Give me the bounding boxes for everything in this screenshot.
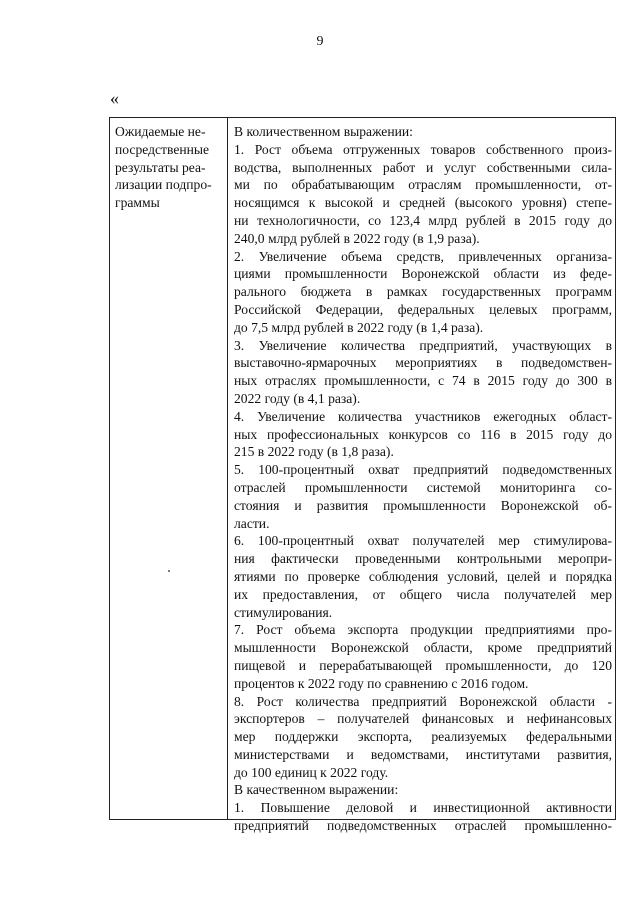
content-line: 2022 году (в 4,1 раза).	[234, 390, 361, 406]
content-line: выставочно-ярмарочных мероприятиях в подведомствен-	[234, 355, 612, 371]
scan-speck	[168, 570, 170, 572]
content-line: Российской Федерации, федеральных целевых программ,	[234, 301, 612, 317]
content-line: ласти.	[234, 515, 270, 531]
content-line: экспортеров – получателей финансовых и нефинансовых	[234, 711, 612, 727]
content-line: 1. Повышение деловой и инвестиционной активности	[234, 800, 612, 816]
content-line: носящимся к высокой и средней (высокого уровня) степе-	[234, 195, 612, 211]
content-line: ми по обрабатывающим отраслям промышленности, от-	[234, 177, 612, 193]
opening-quote-mark: «	[110, 88, 119, 108]
content-line: 3. Увеличение количества предприятий, участвующих в	[234, 337, 612, 353]
content-line: стояния и развития промышленности Воронежской об-	[234, 497, 612, 513]
content-line: водства, выполненных работ и услуг собственными сила-	[234, 159, 612, 175]
content-line: отраслей промышленности системой мониторинга со-	[234, 479, 612, 495]
content-line: ни технологичности, со 123,4 млрд рублей в 2015 году до	[234, 212, 612, 228]
content-line: ных профессиональных конкурсов со 116 в 2015 году до	[234, 426, 612, 442]
content-line: мышленности Воронежской области, кроме предприятий	[234, 640, 612, 656]
label-line: посредственные	[115, 141, 210, 157]
content-line: В качественном выражении:	[234, 782, 399, 798]
content-line: 1. Рост объема отгруженных товаров собственного произ-	[234, 141, 612, 157]
content-line: 5. 100-процентный охват предприятий подведомственных	[234, 462, 612, 478]
content-line: 8. Рост количества предприятий Воронежской области -	[234, 693, 612, 709]
content-line: 6. 100-процентный охват получателей мер стимулирова-	[234, 533, 612, 549]
label-line: Ожидаемые не-	[115, 124, 206, 139]
page-number: 9	[316, 34, 324, 49]
content-line: предприятий подведомственных отраслей промышленно-	[234, 818, 612, 834]
table-content-cell	[228, 118, 615, 834]
label-line: лизации подпро-	[115, 177, 212, 193]
content-line: стимулирования.	[234, 604, 333, 620]
content-line: до 100 единиц к 2022 году.	[234, 764, 389, 780]
content-line: до 7,5 млрд рублей в 2022 году (в 1,4 раза).	[234, 319, 484, 335]
content-line: циями промышленности Воронежской области из феде-	[234, 266, 612, 282]
content-line: ятиями по проверке соблюдения условий, целей и порядка	[234, 568, 612, 584]
results-table	[109, 117, 616, 834]
content-line: 7. Рост объема экспорта продукции предприятиями про-	[234, 622, 612, 638]
content-line: 4. Увеличение количества участников ежегодных област-	[234, 408, 612, 424]
content-line: 215 в 2022 году (в 1,8 раза).	[234, 444, 394, 460]
label-line: результаты реа-	[115, 159, 206, 175]
content-line: процентов к 2022 году по сравнению с 2016 годом.	[234, 675, 529, 691]
content-line: пищевой и перерабатывающей промышленности, до 120	[234, 657, 612, 673]
table-label-cell	[110, 118, 228, 819]
content-line: рального бюджета в рамках государственных программ	[234, 284, 612, 300]
content-line: В количественном выражении:	[234, 124, 413, 139]
content-line: 2. Увеличение объема средств, привлеченных организа-	[234, 248, 612, 264]
content-line: ных отраслях промышленности, с 74 в 2015 году до 300 в	[234, 373, 612, 389]
content-line: их предоставления, от общего числа получателей мер	[234, 586, 612, 602]
label-line: граммы	[115, 195, 160, 211]
content-line: 240,0 млрд рублей в 2022 году (в 1,9 раза).	[234, 230, 480, 246]
content-line: министерствами и ведомствами, институтами развития,	[234, 746, 612, 762]
content-line: мер поддержки экспорта, реализуемых федеральными	[234, 729, 612, 745]
content-line: ния фактически проведенными контрольными меропри-	[234, 551, 612, 567]
